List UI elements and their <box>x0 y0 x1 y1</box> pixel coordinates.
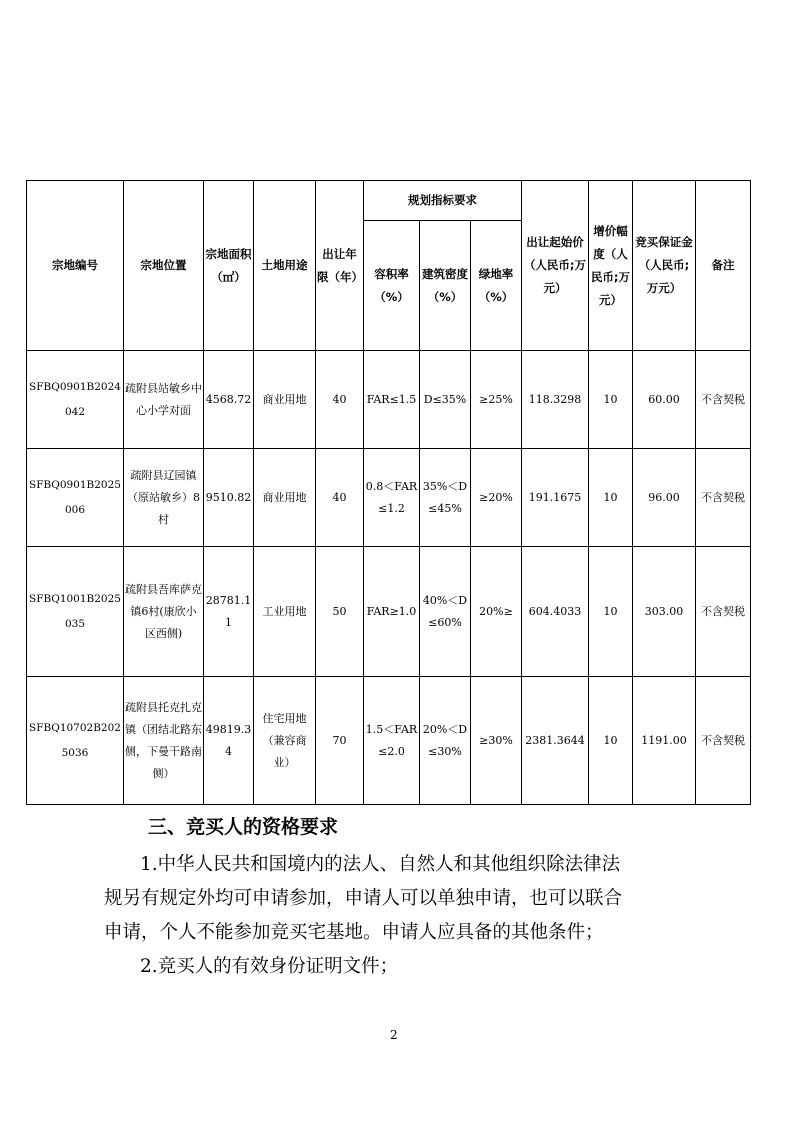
paragraph-1 <box>104 848 704 950</box>
paragraph-2 <box>104 950 704 984</box>
cell-use: 住宅用地（兼容商业） <box>254 677 316 805</box>
cell-price: 118.3298 <box>522 351 589 449</box>
header-remark: 备注 <box>696 181 751 351</box>
cell-price: 2381.3644 <box>522 677 589 805</box>
cell-green: ≥20% <box>471 449 522 547</box>
cell-increment: 10 <box>589 351 633 449</box>
header-area: 宗地面积（㎡） <box>204 181 254 351</box>
cell-price: 604.4033 <box>522 547 589 677</box>
page-number: 2 <box>390 1028 398 1042</box>
cell-area: 49819.34 <box>204 677 254 805</box>
cell-deposit: 303.00 <box>633 547 696 677</box>
cell-increment: 10 <box>589 677 633 805</box>
cell-location: 疏附县辽园镇（原站敏乡）8村 <box>124 449 204 547</box>
cell-price: 191.1675 <box>522 449 589 547</box>
cell-code: SFBQ1001B2025035 <box>27 547 124 677</box>
cell-area: 28781.11 <box>204 547 254 677</box>
cell-area: 9510.82 <box>204 449 254 547</box>
table-row <box>27 677 751 805</box>
table-row <box>27 449 751 547</box>
cell-location: 疏附县吾库萨克镇6村(康欣小区西侧) <box>124 547 204 677</box>
cell-far: 0.8＜FAR≤1.2 <box>364 449 420 547</box>
cell-location: 疏附县站敏乡中心小学对面 <box>124 351 204 449</box>
cell-green: ≥25% <box>471 351 522 449</box>
cell-deposit: 60.00 <box>633 351 696 449</box>
header-density: 建筑密度（%） <box>420 221 471 351</box>
cell-remark: 不含契税 <box>696 677 751 805</box>
cell-use: 工业用地 <box>254 547 316 677</box>
header-far: 容积率（%） <box>364 221 420 351</box>
cell-green: 20%≥ <box>471 547 522 677</box>
paragraph-line: 1.中华人民共和国境内的法人、自然人和其他组织除法律法 <box>140 854 621 875</box>
table-row <box>27 547 751 677</box>
paragraph-line: 2.竞买人的有效身份证明文件； <box>140 956 399 977</box>
header-price: 出让起始价（人民币;万元） <box>522 181 589 351</box>
cell-deposit: 1191.00 <box>633 677 696 805</box>
cell-term: 70 <box>316 677 364 805</box>
cell-location: 疏附县托克扎克镇（团结北路东侧，下曼干路南侧） <box>124 677 204 805</box>
header-deposit: 竞买保证金（人民币;万元） <box>633 181 696 351</box>
land-parcel-table <box>26 180 751 805</box>
cell-remark: 不含契税 <box>696 449 751 547</box>
cell-density: 20%＜D≤30% <box>420 677 471 805</box>
header-increment: 增价幅度（人民币;万元） <box>589 181 633 351</box>
cell-use: 商业用地 <box>254 351 316 449</box>
header-planning: 规划指标要求 <box>364 181 522 221</box>
cell-area: 4568.72 <box>204 351 254 449</box>
cell-code: SFBQ10702B2025036 <box>27 677 124 805</box>
cell-deposit: 96.00 <box>633 449 696 547</box>
cell-far: 1.5＜FAR≤2.0 <box>364 677 420 805</box>
header-location: 宗地位置 <box>124 181 204 351</box>
cell-term: 40 <box>316 449 364 547</box>
cell-term: 40 <box>316 351 364 449</box>
section-title: 三、竞买人的资格要求 <box>148 816 339 838</box>
cell-term: 50 <box>316 547 364 677</box>
cell-code: SFBQ0901B2025006 <box>27 449 124 547</box>
header-term: 出让年限（年） <box>316 181 364 351</box>
cell-remark: 不含契税 <box>696 351 751 449</box>
cell-remark: 不含契税 <box>696 547 751 677</box>
cell-far: FAR≥1.0 <box>364 547 420 677</box>
cell-increment: 10 <box>589 547 633 677</box>
cell-use: 商业用地 <box>254 449 316 547</box>
header-green: 绿地率（%） <box>471 221 522 351</box>
paragraph-line: 申请，个人不能参加竞买宅基地。申请人应具备的其他条件； <box>104 922 604 943</box>
cell-green: ≥30% <box>471 677 522 805</box>
cell-density: D≤35% <box>420 351 471 449</box>
cell-density: 35%＜D≤45% <box>420 449 471 547</box>
cell-code: SFBQ0901B2024042 <box>27 351 124 449</box>
cell-far: FAR≤1.5 <box>364 351 420 449</box>
table-row <box>27 351 751 449</box>
cell-increment: 10 <box>589 449 633 547</box>
paragraph-line: 规另有规定外均可申请参加，申请人可以单独申请，也可以联合 <box>104 888 623 909</box>
cell-density: 40%＜D≤60% <box>420 547 471 677</box>
header-code: 宗地编号 <box>27 181 124 351</box>
header-use: 土地用途 <box>254 181 316 351</box>
